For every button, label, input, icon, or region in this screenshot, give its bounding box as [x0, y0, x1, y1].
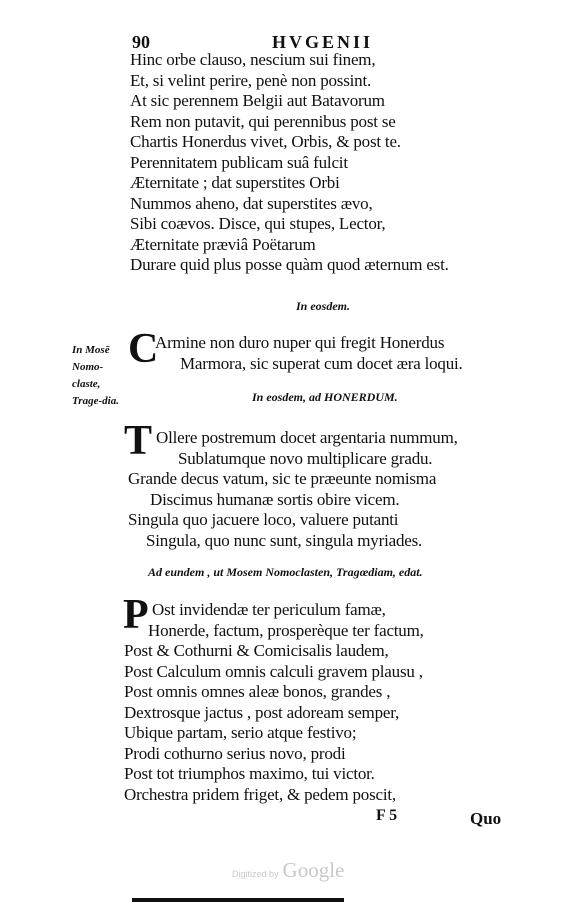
verse-line: Sublatumque novo multiplicare gradu.: [178, 448, 433, 468]
section-heading: Ad eundem , ut Mosem Nomoclasten, Tragœdiam, edat.: [148, 565, 423, 579]
section-heading: In eosdem, ad HONERDUM.: [252, 390, 398, 404]
watermark-brand: Google: [282, 858, 345, 882]
verse-line: Singula, quo nunc sunt, singula myriades.: [146, 530, 423, 550]
running-head: HVGENII: [272, 32, 374, 52]
verse-line: Ubique partam, serio atque festivo;: [124, 723, 357, 742]
verse-line: Rem non putavit, qui perennibus post se: [130, 111, 396, 131]
poem-3: [128, 428, 458, 551]
drop-cap: C: [128, 326, 159, 372]
verse-line: Singula quo jacuere loco, valuere putanti: [128, 510, 399, 529]
digitized-watermark: [232, 858, 344, 883]
poem-2: [155, 333, 463, 374]
verse-line: Perennitatem publicam suâ fulcit: [130, 152, 348, 172]
section-heading: In eosdem.: [296, 299, 350, 313]
verse-line: Durare quid plus posse quàm quod æternum est.: [130, 255, 449, 274]
verse-line: Et, si velint perire, penè non possint.: [130, 70, 372, 90]
verse-line: Post & Cothurni & Comicisalis laudem,: [124, 641, 389, 660]
verse-line: Post omnis omnes aleæ bonos, grandes ,: [124, 682, 391, 701]
verse-line: Honerde, factum, prosperèque ter factum,: [148, 620, 424, 640]
verse-line: Post Calculum omnis calculi gravem plausu ,: [124, 661, 423, 681]
bottom-rule: [132, 898, 344, 902]
page-number: 90: [132, 32, 150, 52]
poem-1: [130, 50, 449, 276]
verse-line: Æternitate ; dat superstites Orbi: [130, 173, 340, 192]
margin-note: In Mosē Nomo-claste, Trage-dia.: [72, 344, 119, 407]
poem-4: [124, 600, 424, 805]
verse-line: Chartis Honerdus vivet, Orbis, & post te.: [130, 132, 401, 151]
verse-line: At sic perennem Belgii aut Batavorum: [130, 91, 385, 110]
verse-line: Ollere postremum docet argentaria nummum,: [156, 428, 458, 447]
watermark-prefix: Digitized by: [232, 869, 279, 879]
verse-line: Orchestra pridem friget, & pedem poscit,: [124, 784, 396, 804]
verse-line: Post tot triumphos maximo, tui victor.: [124, 764, 375, 783]
verse-line: Armine non duro nuper qui fregit Honerdus: [155, 333, 445, 352]
catchword: Quo: [470, 809, 502, 828]
verse-line: Ost invidendæ ter periculum famæ,: [152, 600, 386, 619]
signature-mark: F 5: [376, 807, 398, 824]
verse-line: Discimus humanæ sortis obire vicem.: [150, 489, 400, 509]
drop-cap: P: [123, 592, 149, 638]
verse-line: Marmora, sic superat cum docet æra loqui.: [180, 353, 463, 373]
verse-line: Nummos aheno, dat superstites ævo,: [130, 193, 373, 213]
verse-line: Sibi coævos. Disce, qui stupes, Lector,: [130, 214, 386, 233]
verse-line: Hinc orbe clauso, nescium sui finem,: [130, 50, 376, 69]
verse-line: Prodi cothurno serius novo, prodi: [124, 743, 346, 763]
drop-cap: T: [124, 418, 153, 464]
verse-line: Grande decus vatum, sic te præeunte nomisma: [128, 469, 437, 488]
verse-line: Dextrosque jactus , post adoream semper,: [124, 702, 400, 722]
verse-line: Æternitate præviâ Poëtarum: [130, 234, 316, 254]
